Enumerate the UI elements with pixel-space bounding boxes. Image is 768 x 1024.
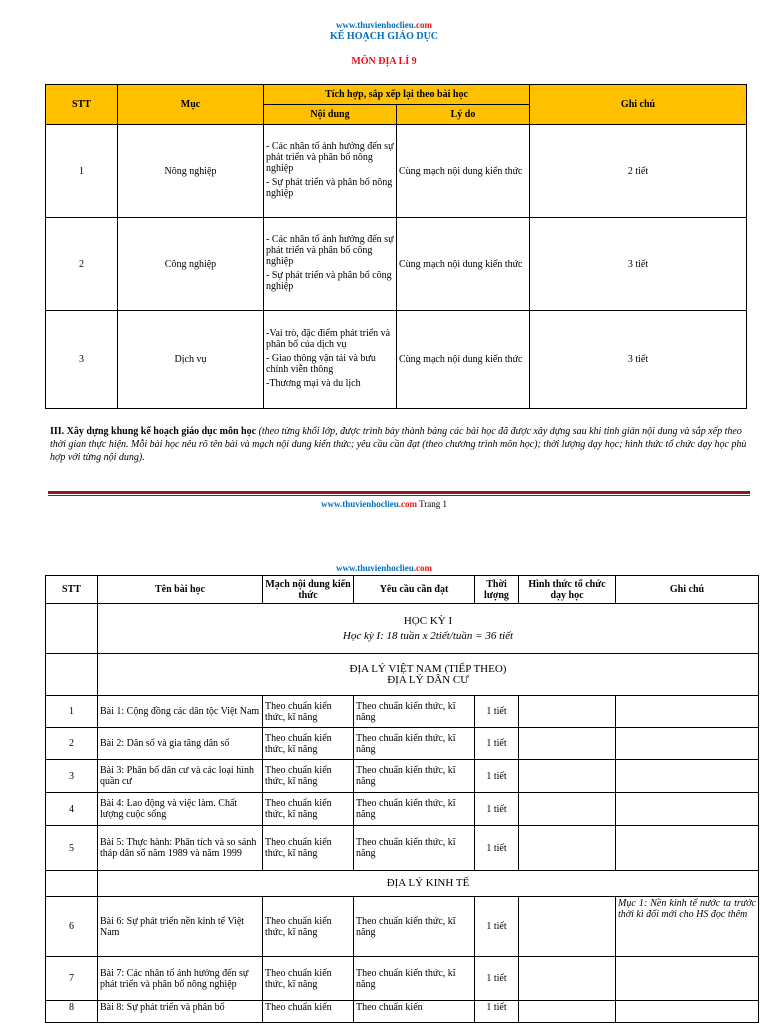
table-row: [46, 1001, 759, 1023]
table-row: [46, 826, 759, 871]
cell-thoi-luong: 1 tiết: [475, 760, 519, 793]
semester-detail: Học kỳ I: 18 tuần x 2tiết/tuần = 36 tiết: [342, 629, 514, 642]
content-line: - Giao thông vận tải và bưu chính viễn thông: [266, 352, 376, 375]
cell-mach: Theo chuẩn kiến: [263, 1001, 354, 1023]
site-url-b: .com: [413, 20, 432, 30]
cell-muc: Nông nghiệp: [118, 125, 264, 218]
cell-ly-do: Cùng mạch nội dung kiến thức: [397, 218, 530, 311]
cell-thoi-luong: 1 tiết: [475, 793, 519, 826]
header-thoi-luong: Thời lượng: [475, 576, 519, 604]
paragraph-body: (theo từng khối lớp, được trình bày thành bảng các bài học đã được xây dựng sau khi tinh giản nội dung và sắp xếp theo thời gian thực hiện. Mỗi bài học nêu rõ tên bài và mạch nội dung kiến thức; yêu cầu cần đạt (theo chương trình môn học); thời lượng dạy học; hình thức tổ chức dạy học phù hợp với từng nội dung).: [50, 426, 747, 463]
cell-hinh-thuc: [519, 957, 616, 1001]
page-divider: [48, 491, 750, 494]
cell-thoi-luong: 1 tiết: [475, 826, 519, 871]
site-url-a: www.thuvienhoclieu: [335, 20, 414, 30]
header-muc: Mục: [118, 85, 264, 125]
table-row: [46, 793, 759, 826]
cell-thoi-luong: 1 tiết: [475, 696, 519, 728]
integration-table: [45, 84, 747, 409]
cell-ghi-chu: [616, 793, 759, 826]
header-stt: STT: [46, 576, 98, 604]
page-divider-thin: [48, 495, 750, 496]
content-line: -Thương mại và du lịch: [266, 377, 361, 389]
header-ten-bai: Tên bài học: [98, 576, 263, 604]
cell-hinh-thuc: [519, 1001, 616, 1023]
cell-thoi-luong: 1 tiết: [475, 728, 519, 760]
cell-yeu-cau: Theo chuẩn kiến thức, kĩ năng: [354, 793, 475, 826]
spacer-cell: [46, 871, 98, 897]
cell-stt: 6: [46, 897, 98, 957]
paragraph-lead: III. Xây dựng khung kế hoạch giáo dục môn học: [50, 426, 257, 437]
cell-ghi-chu: Mục 1: Nền kinh tế nước ta trước thời kì đổi mới cho HS đọc thêm: [616, 897, 759, 957]
table-row: [46, 957, 759, 1001]
cell-ten-bai: Bài 5: Thực hành: Phân tích và so sánh tháp dân số năm 1989 và năm 1999: [98, 826, 263, 871]
footer-url-a: www.thuvienhoclieu: [320, 499, 399, 509]
header-noi-dung: Nội dung: [264, 105, 397, 125]
cell-mach: Theo chuẩn kiến thức, kĩ năng: [263, 957, 354, 1001]
cell-hinh-thuc: [519, 760, 616, 793]
table-row: [46, 760, 759, 793]
cell-mach: Theo chuẩn kiến thức, kĩ năng: [263, 696, 354, 728]
cell-ghi-chu: [616, 760, 759, 793]
cell-stt: 1: [46, 125, 118, 218]
footer-url-b: .com: [398, 499, 417, 509]
cell-yeu-cau: Theo chuẩn kiến thức, kĩ năng: [354, 696, 475, 728]
cell-hinh-thuc: [519, 826, 616, 871]
cell-muc: Dịch vụ: [118, 311, 264, 409]
cell-stt: 4: [46, 793, 98, 826]
cell-ten-bai: Bài 3: Phân bố dân cư và các loại hình quần cư: [98, 760, 263, 793]
cell-hinh-thuc: [519, 897, 616, 957]
cell-ten-bai: Bài 6: Sự phát triển nền kinh tế Việt Nam: [98, 897, 263, 957]
cell-ghi-chu: 3 tiết: [530, 311, 747, 409]
cell-stt: 2: [46, 218, 118, 311]
cell-ghi-chu: [616, 1001, 759, 1023]
cell-yeu-cau: Theo chuẩn kiến thức, kĩ năng: [354, 760, 475, 793]
semester-cell: [98, 604, 759, 654]
cell-ghi-chu: [616, 696, 759, 728]
content-line: - Sự phát triển và phân bố công nghiệp: [266, 269, 392, 292]
doc-title: KẾ HOẠCH GIÁO DỤC: [329, 31, 439, 42]
cell-stt: 1: [46, 696, 98, 728]
cell-stt: 3: [46, 311, 118, 409]
cell-noi-dung: [264, 311, 397, 409]
cell-mach: Theo chuẩn kiến thức, kĩ năng: [263, 826, 354, 871]
content-line: - Các nhân tố ảnh hưởng đến sự phát triển và phân bố công nghiệp: [266, 233, 394, 267]
cell-yeu-cau: Theo chuẩn kiến thức, kĩ năng: [354, 728, 475, 760]
header-stt: STT: [46, 85, 118, 125]
cell-ten-bai: Bài 8: Sự phát triển và phân bố: [98, 1001, 263, 1023]
header-ghi-chu: Ghi chú: [616, 576, 759, 604]
cell-ten-bai: Bài 2: Dân số và gia tăng dân số: [98, 728, 263, 760]
cell-ghi-chu: 2 tiết: [530, 125, 747, 218]
cell-ly-do: Cùng mạch nội dung kiến thức: [397, 311, 530, 409]
cell-mach: Theo chuẩn kiến thức, kĩ năng: [263, 897, 354, 957]
cell-stt: 2: [46, 728, 98, 760]
cell-mach: Theo chuẩn kiến thức, kĩ năng: [263, 728, 354, 760]
site-header-1: [0, 20, 768, 30]
site-url-a: www.thuvienhoclieu: [335, 563, 414, 573]
header-ly-do: Lý do: [397, 105, 530, 125]
section-cell: [98, 654, 759, 696]
cell-thoi-luong: 1 tiết: [475, 1001, 519, 1023]
content-line: -Vai trò, đặc điểm phát triển và phân bố của dịch vụ: [266, 327, 391, 350]
cell-mach: Theo chuẩn kiến thức, kĩ năng: [263, 760, 354, 793]
cell-ghi-chu: 3 tiết: [530, 218, 747, 311]
spacer-cell: [46, 654, 98, 696]
cell-noi-dung: [264, 125, 397, 218]
cell-mach: Theo chuẩn kiến thức, kĩ năng: [263, 793, 354, 826]
cell-stt: 5: [46, 826, 98, 871]
cell-ly-do: Cùng mạch nội dung kiến thức: [397, 125, 530, 218]
table-row: [46, 311, 747, 409]
footer-page-number: Trang 1: [417, 499, 448, 509]
site-url-b: .com: [413, 563, 432, 573]
table-row: [46, 897, 759, 957]
section-subtitle: ĐỊA LÝ DÂN CƯ: [387, 673, 469, 686]
header-hinh-thuc: Hình thức tổ chức dạy học: [519, 576, 616, 604]
semester-title: HỌC KỲ I: [403, 614, 453, 627]
content-line: - Sự phát triển và phân bố nông nghiệp: [266, 176, 393, 199]
subject-title: MÔN ĐỊA LÍ 9: [351, 56, 417, 67]
cell-ghi-chu: [616, 957, 759, 1001]
cell-hinh-thuc: [519, 728, 616, 760]
table-row: [46, 728, 759, 760]
cell-stt: 7: [46, 957, 98, 1001]
cell-ghi-chu: [616, 728, 759, 760]
content-line: - Các nhân tố ảnh hưởng đến sự phát triển và phân bố nông nghiệp: [266, 140, 394, 174]
cell-ghi-chu: [616, 826, 759, 871]
cell-ten-bai: Bài 7: Các nhân tố ảnh hưởng đến sự phát triển và phân bố nông nghiệp: [98, 957, 263, 1001]
cell-muc: Công nghiệp: [118, 218, 264, 311]
table-row: [46, 696, 759, 728]
cell-hinh-thuc: [519, 696, 616, 728]
cell-thoi-luong: 1 tiết: [475, 957, 519, 1001]
section-paragraph: [50, 425, 756, 464]
cell-yeu-cau: Theo chuẩn kiến: [354, 1001, 475, 1023]
cell-ten-bai: Bài 1: Cộng đồng các dân tộc Việt Nam: [98, 696, 263, 728]
section-title-economy: ĐỊA LÝ KINH TẾ: [98, 871, 759, 897]
cell-noi-dung: [264, 218, 397, 311]
header-group: Tích hợp, sắp xếp lại theo bài học: [264, 85, 530, 105]
header-yeu-cau: Yêu cầu cần đạt: [354, 576, 475, 604]
cell-stt: 3: [46, 760, 98, 793]
lesson-plan-table: [45, 575, 759, 1023]
page-footer: [0, 499, 768, 509]
table-row: [46, 125, 747, 218]
cell-yeu-cau: Theo chuẩn kiến thức, kĩ năng: [354, 897, 475, 957]
cell-stt: 8: [46, 1001, 98, 1023]
spacer-cell: [46, 604, 98, 654]
header-ghi-chu: Ghi chú: [530, 85, 747, 125]
cell-thoi-luong: 1 tiết: [475, 897, 519, 957]
header-mach: Mạch nội dung kiến thức: [263, 576, 354, 604]
table-row: [46, 218, 747, 311]
cell-hinh-thuc: [519, 793, 616, 826]
cell-yeu-cau: Theo chuẩn kiến thức, kĩ năng: [354, 957, 475, 1001]
cell-ten-bai: Bài 4: Lao động và việc làm. Chất lượng cuộc sống: [98, 793, 263, 826]
site-header-2: [0, 563, 768, 573]
cell-yeu-cau: Theo chuẩn kiến thức, kĩ năng: [354, 826, 475, 871]
section-title: ĐỊA LÝ VIỆT NAM (TIẾP THEO): [349, 662, 507, 675]
